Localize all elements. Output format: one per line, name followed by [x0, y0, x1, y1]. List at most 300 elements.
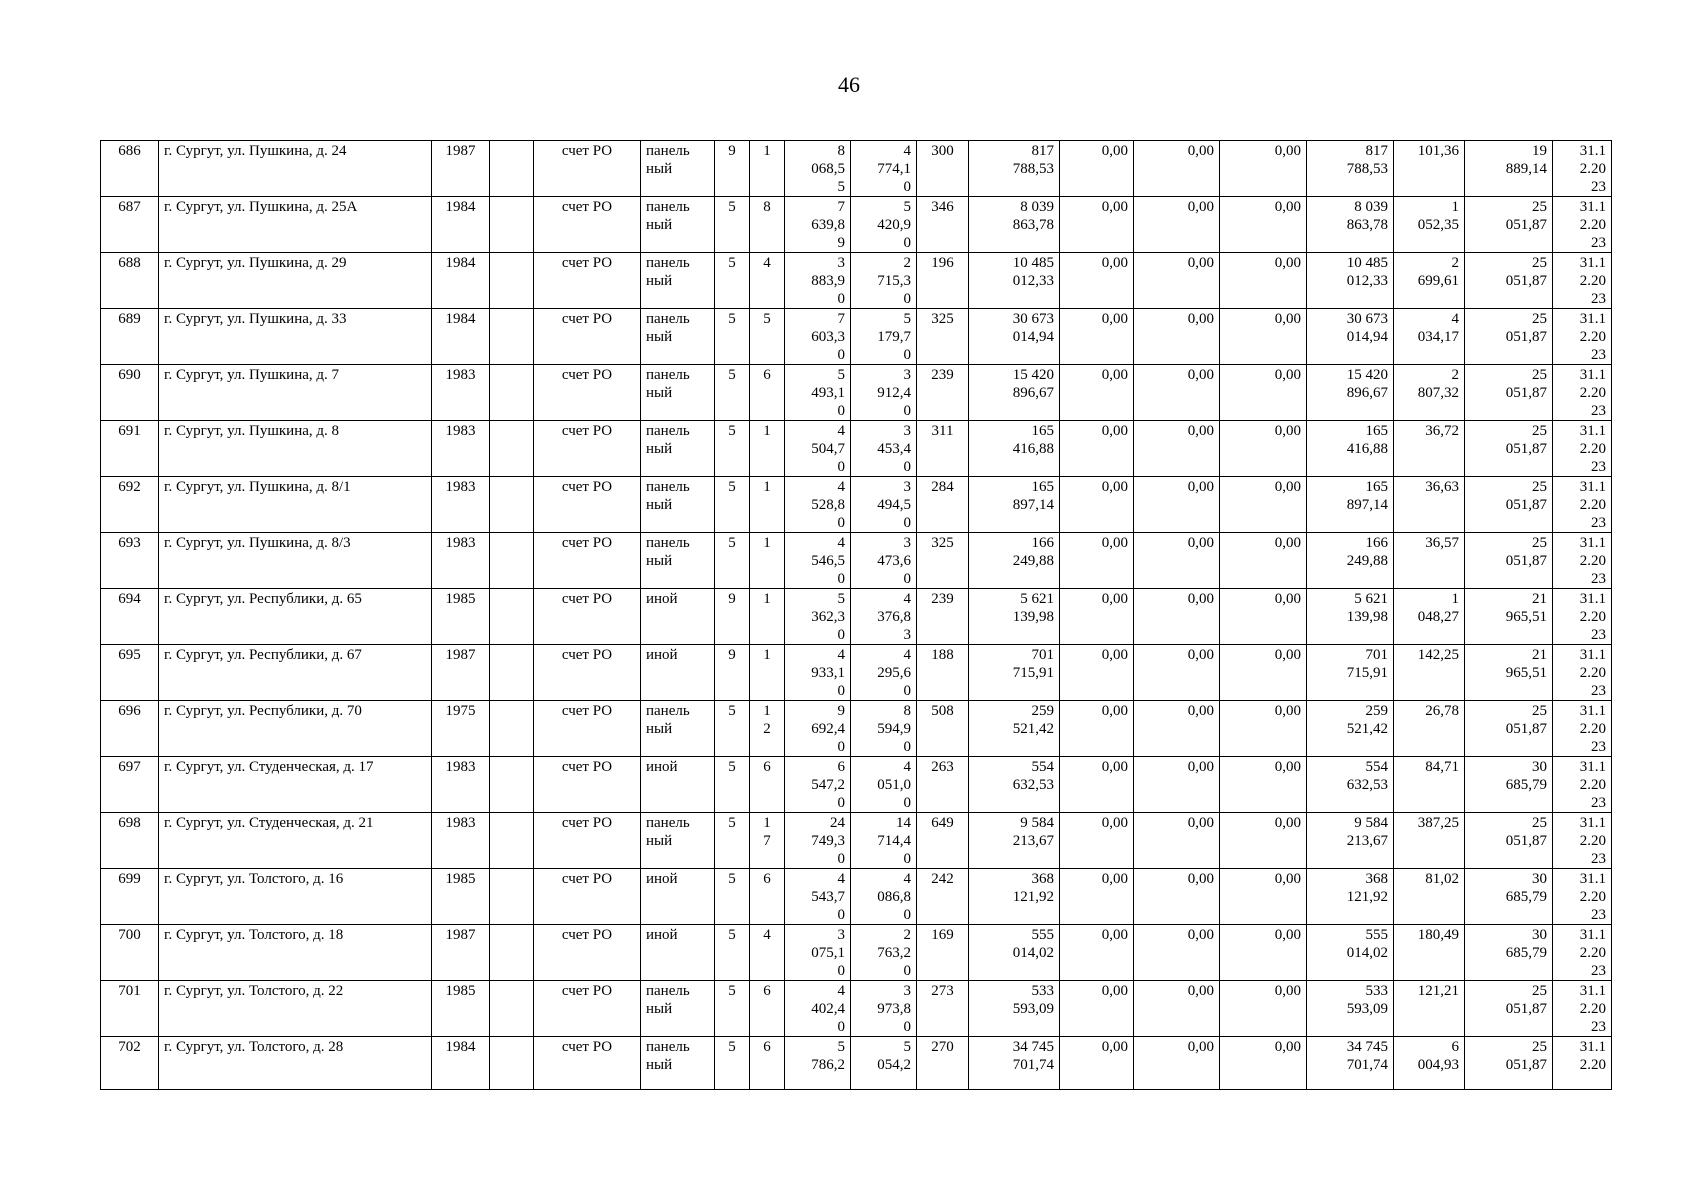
- municipal-funds-cell: 0,00: [1220, 701, 1307, 757]
- owner-funds-cell: 554 632,53: [1307, 757, 1394, 813]
- fund-method-cell: счет РО: [534, 925, 641, 981]
- entrances-cell: 1: [750, 645, 785, 701]
- row-number-cell: 702: [101, 1037, 159, 1090]
- entrances-cell: 1: [750, 421, 785, 477]
- row-number-cell: 700: [101, 925, 159, 981]
- table-row: [101, 477, 1612, 533]
- row-number-cell: 690: [101, 365, 159, 421]
- federal-funds-cell: 0,00: [1060, 757, 1134, 813]
- owner-funds-cell: 259 521,42: [1307, 701, 1394, 757]
- wall-material-cell: панель ный: [641, 533, 715, 589]
- unit-cost-cell: 84,71: [1394, 757, 1465, 813]
- total-cost-cell: 368 121,92: [969, 869, 1060, 925]
- table-row: [101, 253, 1612, 309]
- floors-cell: 5: [715, 421, 750, 477]
- row-number-cell: 688: [101, 253, 159, 309]
- federal-funds-cell: 0,00: [1060, 533, 1134, 589]
- regional-funds-cell: 0,00: [1134, 309, 1220, 365]
- table-row: [101, 813, 1612, 869]
- max-unit-cost-cell: 25 051,87: [1465, 813, 1553, 869]
- residents-cell: 188: [917, 645, 969, 701]
- federal-funds-cell: 0,00: [1060, 141, 1134, 197]
- municipal-funds-cell: 0,00: [1220, 197, 1307, 253]
- entrances-cell: 6: [750, 365, 785, 421]
- entrances-cell: 1: [750, 477, 785, 533]
- unit-cost-cell: 81,02: [1394, 869, 1465, 925]
- year-cell: 1983: [432, 421, 490, 477]
- regional-funds-cell: 0,00: [1134, 589, 1220, 645]
- living-area-cell: 14 714,4 0: [851, 813, 917, 869]
- total-cost-cell: 9 584 213,67: [969, 813, 1060, 869]
- floors-cell: 5: [715, 253, 750, 309]
- max-unit-cost-cell: 25 051,87: [1465, 533, 1553, 589]
- owner-funds-cell: 533 593,09: [1307, 981, 1394, 1037]
- floors-cell: 5: [715, 365, 750, 421]
- total-area-cell: 3 883,9 0: [785, 253, 851, 309]
- federal-funds-cell: 0,00: [1060, 309, 1134, 365]
- row-number-cell: 691: [101, 421, 159, 477]
- living-area-cell: 5 420,9 0: [851, 197, 917, 253]
- address-cell: г. Сургут, ул. Пушкина, д. 25А: [159, 197, 432, 253]
- empty-cell: [490, 589, 534, 645]
- year-cell: 1985: [432, 869, 490, 925]
- total-cost-cell: 555 014,02: [969, 925, 1060, 981]
- wall-material-cell: иной: [641, 589, 715, 645]
- wall-material-cell: иной: [641, 757, 715, 813]
- floors-cell: 5: [715, 1037, 750, 1090]
- living-area-cell: 5 179,7 0: [851, 309, 917, 365]
- total-cost-cell: 165 416,88: [969, 421, 1060, 477]
- max-unit-cost-cell: 30 685,79: [1465, 757, 1553, 813]
- wall-material-cell: панель ный: [641, 813, 715, 869]
- municipal-funds-cell: 0,00: [1220, 645, 1307, 701]
- living-area-cell: 8 594,9 0: [851, 701, 917, 757]
- municipal-funds-cell: 0,00: [1220, 981, 1307, 1037]
- floors-cell: 5: [715, 309, 750, 365]
- living-area-cell: 3 912,4 0: [851, 365, 917, 421]
- wall-material-cell: панель ный: [641, 309, 715, 365]
- residents-cell: 270: [917, 1037, 969, 1090]
- year-cell: 1984: [432, 197, 490, 253]
- max-unit-cost-cell: 25 051,87: [1465, 253, 1553, 309]
- total-area-cell: 4 528,8 0: [785, 477, 851, 533]
- total-area-cell: 5 493,1 0: [785, 365, 851, 421]
- floors-cell: 5: [715, 701, 750, 757]
- living-area-cell: 2 715,3 0: [851, 253, 917, 309]
- living-area-cell: 3 494,5 0: [851, 477, 917, 533]
- year-cell: 1983: [432, 477, 490, 533]
- regional-funds-cell: 0,00: [1134, 757, 1220, 813]
- total-area-cell: 9 692,4 0: [785, 701, 851, 757]
- entrances-cell: 5: [750, 309, 785, 365]
- living-area-cell: 3 453,4 0: [851, 421, 917, 477]
- federal-funds-cell: 0,00: [1060, 813, 1134, 869]
- row-number-cell: 701: [101, 981, 159, 1037]
- total-area-cell: 7 603,3 0: [785, 309, 851, 365]
- entrances-cell: 6: [750, 981, 785, 1037]
- residents-cell: 311: [917, 421, 969, 477]
- year-cell: 1983: [432, 757, 490, 813]
- owner-funds-cell: 817 788,53: [1307, 141, 1394, 197]
- empty-cell: [490, 253, 534, 309]
- owner-funds-cell: 701 715,91: [1307, 645, 1394, 701]
- unit-cost-cell: 2 807,32: [1394, 365, 1465, 421]
- table-row: [101, 421, 1612, 477]
- address-cell: г. Сургут, ул. Республики, д. 70: [159, 701, 432, 757]
- living-area-cell: 4 774,1 0: [851, 141, 917, 197]
- wall-material-cell: иной: [641, 869, 715, 925]
- fund-method-cell: счет РО: [534, 1037, 641, 1090]
- owner-funds-cell: 166 249,88: [1307, 533, 1394, 589]
- planned-date-cell: 31.1 2.20 23: [1553, 309, 1612, 365]
- fund-method-cell: счет РО: [534, 421, 641, 477]
- wall-material-cell: панель ный: [641, 981, 715, 1037]
- address-cell: г. Сургут, ул. Толстого, д. 22: [159, 981, 432, 1037]
- municipal-funds-cell: 0,00: [1220, 365, 1307, 421]
- federal-funds-cell: 0,00: [1060, 197, 1134, 253]
- living-area-cell: 3 473,6 0: [851, 533, 917, 589]
- fund-method-cell: счет РО: [534, 757, 641, 813]
- floors-cell: 5: [715, 757, 750, 813]
- max-unit-cost-cell: 30 685,79: [1465, 869, 1553, 925]
- address-cell: г. Сургут, ул. Пушкина, д. 8: [159, 421, 432, 477]
- table-row: [101, 1037, 1612, 1090]
- total-cost-cell: 34 745 701,74: [969, 1037, 1060, 1090]
- residents-cell: 169: [917, 925, 969, 981]
- planned-date-cell: 31.1 2.20 23: [1553, 757, 1612, 813]
- year-cell: 1987: [432, 141, 490, 197]
- owner-funds-cell: 30 673 014,94: [1307, 309, 1394, 365]
- residents-cell: 196: [917, 253, 969, 309]
- planned-date-cell: 31.1 2.20 23: [1553, 813, 1612, 869]
- municipal-funds-cell: 0,00: [1220, 925, 1307, 981]
- row-number-cell: 698: [101, 813, 159, 869]
- residents-cell: 239: [917, 365, 969, 421]
- total-area-cell: 4 543,7 0: [785, 869, 851, 925]
- empty-cell: [490, 141, 534, 197]
- row-number-cell: 693: [101, 533, 159, 589]
- fund-method-cell: счет РО: [534, 477, 641, 533]
- wall-material-cell: панель ный: [641, 421, 715, 477]
- max-unit-cost-cell: 25 051,87: [1465, 365, 1553, 421]
- row-number-cell: 694: [101, 589, 159, 645]
- housing-registry-table: [100, 140, 1612, 1090]
- living-area-cell: 3 973,8 0: [851, 981, 917, 1037]
- fund-method-cell: счет РО: [534, 701, 641, 757]
- total-cost-cell: 533 593,09: [969, 981, 1060, 1037]
- municipal-funds-cell: 0,00: [1220, 421, 1307, 477]
- fund-method-cell: счет РО: [534, 253, 641, 309]
- unit-cost-cell: 180,49: [1394, 925, 1465, 981]
- max-unit-cost-cell: 25 051,87: [1465, 701, 1553, 757]
- total-area-cell: 4 504,7 0: [785, 421, 851, 477]
- regional-funds-cell: 0,00: [1134, 197, 1220, 253]
- entrances-cell: 6: [750, 869, 785, 925]
- row-number-cell: 699: [101, 869, 159, 925]
- total-cost-cell: 8 039 863,78: [969, 197, 1060, 253]
- year-cell: 1987: [432, 925, 490, 981]
- regional-funds-cell: 0,00: [1134, 141, 1220, 197]
- owner-funds-cell: 8 039 863,78: [1307, 197, 1394, 253]
- address-cell: г. Сургут, ул. Пушкина, д. 33: [159, 309, 432, 365]
- regional-funds-cell: 0,00: [1134, 1037, 1220, 1090]
- empty-cell: [490, 925, 534, 981]
- empty-cell: [490, 757, 534, 813]
- unit-cost-cell: 1 052,35: [1394, 197, 1465, 253]
- planned-date-cell: 31.1 2.20 23: [1553, 197, 1612, 253]
- regional-funds-cell: 0,00: [1134, 701, 1220, 757]
- municipal-funds-cell: 0,00: [1220, 1037, 1307, 1090]
- empty-cell: [490, 981, 534, 1037]
- max-unit-cost-cell: 25 051,87: [1465, 981, 1553, 1037]
- empty-cell: [490, 477, 534, 533]
- planned-date-cell: 31.1 2.20 23: [1553, 645, 1612, 701]
- floors-cell: 5: [715, 477, 750, 533]
- unit-cost-cell: 36,57: [1394, 533, 1465, 589]
- residents-cell: 346: [917, 197, 969, 253]
- total-area-cell: 4 546,5 0: [785, 533, 851, 589]
- wall-material-cell: панель ный: [641, 253, 715, 309]
- regional-funds-cell: 0,00: [1134, 253, 1220, 309]
- municipal-funds-cell: 0,00: [1220, 253, 1307, 309]
- fund-method-cell: счет РО: [534, 589, 641, 645]
- fund-method-cell: счет РО: [534, 981, 641, 1037]
- planned-date-cell: 31.1 2.20: [1553, 1037, 1612, 1090]
- planned-date-cell: 31.1 2.20 23: [1553, 533, 1612, 589]
- residents-cell: 325: [917, 309, 969, 365]
- total-cost-cell: 554 632,53: [969, 757, 1060, 813]
- owner-funds-cell: 165 416,88: [1307, 421, 1394, 477]
- row-number-cell: 696: [101, 701, 159, 757]
- planned-date-cell: 31.1 2.20 23: [1553, 477, 1612, 533]
- total-area-cell: 5 362,3 0: [785, 589, 851, 645]
- table-row: [101, 645, 1612, 701]
- table-row: [101, 141, 1612, 197]
- municipal-funds-cell: 0,00: [1220, 477, 1307, 533]
- empty-cell: [490, 701, 534, 757]
- max-unit-cost-cell: 25 051,87: [1465, 309, 1553, 365]
- planned-date-cell: 31.1 2.20 23: [1553, 925, 1612, 981]
- table-row: [101, 533, 1612, 589]
- planned-date-cell: 31.1 2.20 23: [1553, 365, 1612, 421]
- floors-cell: 9: [715, 645, 750, 701]
- entrances-cell: 1 2: [750, 701, 785, 757]
- total-cost-cell: 166 249,88: [969, 533, 1060, 589]
- entrances-cell: 4: [750, 253, 785, 309]
- owner-funds-cell: 15 420 896,67: [1307, 365, 1394, 421]
- regional-funds-cell: 0,00: [1134, 981, 1220, 1037]
- wall-material-cell: панель ный: [641, 1037, 715, 1090]
- entrances-cell: 1: [750, 141, 785, 197]
- planned-date-cell: 31.1 2.20 23: [1553, 421, 1612, 477]
- living-area-cell: 5 054,2: [851, 1037, 917, 1090]
- floors-cell: 5: [715, 869, 750, 925]
- address-cell: г. Сургут, ул. Студенческая, д. 21: [159, 813, 432, 869]
- max-unit-cost-cell: 25 051,87: [1465, 1037, 1553, 1090]
- residents-cell: 273: [917, 981, 969, 1037]
- residents-cell: 325: [917, 533, 969, 589]
- planned-date-cell: 31.1 2.20 23: [1553, 141, 1612, 197]
- page-number: 46: [838, 72, 860, 97]
- wall-material-cell: панель ный: [641, 365, 715, 421]
- empty-cell: [490, 365, 534, 421]
- unit-cost-cell: 36,72: [1394, 421, 1465, 477]
- max-unit-cost-cell: 21 965,51: [1465, 645, 1553, 701]
- total-cost-cell: 30 673 014,94: [969, 309, 1060, 365]
- address-cell: г. Сургут, ул. Республики, д. 67: [159, 645, 432, 701]
- total-cost-cell: 15 420 896,67: [969, 365, 1060, 421]
- unit-cost-cell: 2 699,61: [1394, 253, 1465, 309]
- total-cost-cell: 817 788,53: [969, 141, 1060, 197]
- municipal-funds-cell: 0,00: [1220, 589, 1307, 645]
- empty-cell: [490, 645, 534, 701]
- empty-cell: [490, 1037, 534, 1090]
- max-unit-cost-cell: 21 965,51: [1465, 589, 1553, 645]
- wall-material-cell: панель ный: [641, 141, 715, 197]
- address-cell: г. Сургут, ул. Толстого, д. 16: [159, 869, 432, 925]
- table-row: [101, 981, 1612, 1037]
- entrances-cell: 6: [750, 757, 785, 813]
- unit-cost-cell: 101,36: [1394, 141, 1465, 197]
- owner-funds-cell: 555 014,02: [1307, 925, 1394, 981]
- federal-funds-cell: 0,00: [1060, 1037, 1134, 1090]
- floors-cell: 5: [715, 925, 750, 981]
- year-cell: 1985: [432, 589, 490, 645]
- row-number-cell: 687: [101, 197, 159, 253]
- municipal-funds-cell: 0,00: [1220, 141, 1307, 197]
- total-area-cell: 5 786,2: [785, 1037, 851, 1090]
- total-area-cell: 8 068,5 5: [785, 141, 851, 197]
- federal-funds-cell: 0,00: [1060, 365, 1134, 421]
- floors-cell: 5: [715, 981, 750, 1037]
- living-area-cell: 4 051,0 0: [851, 757, 917, 813]
- year-cell: 1984: [432, 309, 490, 365]
- table-row: [101, 309, 1612, 365]
- regional-funds-cell: 0,00: [1134, 533, 1220, 589]
- total-area-cell: 6 547,2 0: [785, 757, 851, 813]
- residents-cell: 242: [917, 869, 969, 925]
- federal-funds-cell: 0,00: [1060, 589, 1134, 645]
- living-area-cell: 4 086,8 0: [851, 869, 917, 925]
- floors-cell: 9: [715, 589, 750, 645]
- row-number-cell: 686: [101, 141, 159, 197]
- table-row: [101, 869, 1612, 925]
- wall-material-cell: панель ный: [641, 197, 715, 253]
- table-row: [101, 365, 1612, 421]
- regional-funds-cell: 0,00: [1134, 813, 1220, 869]
- unit-cost-cell: 26,78: [1394, 701, 1465, 757]
- entrances-cell: 1: [750, 533, 785, 589]
- federal-funds-cell: 0,00: [1060, 477, 1134, 533]
- entrances-cell: 4: [750, 925, 785, 981]
- wall-material-cell: панель ный: [641, 477, 715, 533]
- empty-cell: [490, 813, 534, 869]
- entrances-cell: 1: [750, 589, 785, 645]
- floors-cell: 5: [715, 197, 750, 253]
- address-cell: г. Сургут, ул. Пушкина, д. 7: [159, 365, 432, 421]
- floors-cell: 5: [715, 813, 750, 869]
- address-cell: г. Сургут, ул. Республики, д. 65: [159, 589, 432, 645]
- year-cell: 1983: [432, 365, 490, 421]
- address-cell: г. Сургут, ул. Пушкина, д. 24: [159, 141, 432, 197]
- residents-cell: 263: [917, 757, 969, 813]
- federal-funds-cell: 0,00: [1060, 701, 1134, 757]
- max-unit-cost-cell: 30 685,79: [1465, 925, 1553, 981]
- total-cost-cell: 165 897,14: [969, 477, 1060, 533]
- max-unit-cost-cell: 25 051,87: [1465, 421, 1553, 477]
- owner-funds-cell: 34 745 701,74: [1307, 1037, 1394, 1090]
- owner-funds-cell: 368 121,92: [1307, 869, 1394, 925]
- address-cell: г. Сургут, ул. Студенческая, д. 17: [159, 757, 432, 813]
- living-area-cell: 4 295,6 0: [851, 645, 917, 701]
- fund-method-cell: счет РО: [534, 645, 641, 701]
- planned-date-cell: 31.1 2.20 23: [1553, 981, 1612, 1037]
- regional-funds-cell: 0,00: [1134, 477, 1220, 533]
- table-row: [101, 701, 1612, 757]
- regional-funds-cell: 0,00: [1134, 869, 1220, 925]
- table-row: [101, 589, 1612, 645]
- owner-funds-cell: 9 584 213,67: [1307, 813, 1394, 869]
- year-cell: 1984: [432, 1037, 490, 1090]
- address-cell: г. Сургут, ул. Пушкина, д. 8/3: [159, 533, 432, 589]
- owner-funds-cell: 5 621 139,98: [1307, 589, 1394, 645]
- residents-cell: 284: [917, 477, 969, 533]
- municipal-funds-cell: 0,00: [1220, 869, 1307, 925]
- regional-funds-cell: 0,00: [1134, 421, 1220, 477]
- table-row: [101, 925, 1612, 981]
- address-cell: г. Сургут, ул. Толстого, д. 18: [159, 925, 432, 981]
- year-cell: 1983: [432, 813, 490, 869]
- year-cell: 1984: [432, 253, 490, 309]
- total-area-cell: 3 075,1 0: [785, 925, 851, 981]
- total-cost-cell: 5 621 139,98: [969, 589, 1060, 645]
- address-cell: г. Сургут, ул. Пушкина, д. 8/1: [159, 477, 432, 533]
- federal-funds-cell: 0,00: [1060, 253, 1134, 309]
- empty-cell: [490, 421, 534, 477]
- fund-method-cell: счет РО: [534, 141, 641, 197]
- total-area-cell: 24 749,3 0: [785, 813, 851, 869]
- unit-cost-cell: 121,21: [1394, 981, 1465, 1037]
- row-number-cell: 692: [101, 477, 159, 533]
- entrances-cell: 8: [750, 197, 785, 253]
- wall-material-cell: панель ный: [641, 701, 715, 757]
- regional-funds-cell: 0,00: [1134, 365, 1220, 421]
- address-cell: г. Сургут, ул. Пушкина, д. 29: [159, 253, 432, 309]
- table-row: [101, 197, 1612, 253]
- total-cost-cell: 10 485 012,33: [969, 253, 1060, 309]
- planned-date-cell: 31.1 2.20 23: [1553, 589, 1612, 645]
- federal-funds-cell: 0,00: [1060, 869, 1134, 925]
- fund-method-cell: счет РО: [534, 197, 641, 253]
- unit-cost-cell: 6 004,93: [1394, 1037, 1465, 1090]
- federal-funds-cell: 0,00: [1060, 421, 1134, 477]
- row-number-cell: 689: [101, 309, 159, 365]
- fund-method-cell: счет РО: [534, 309, 641, 365]
- living-area-cell: 2 763,2 0: [851, 925, 917, 981]
- federal-funds-cell: 0,00: [1060, 981, 1134, 1037]
- residents-cell: 649: [917, 813, 969, 869]
- planned-date-cell: 31.1 2.20 23: [1553, 869, 1612, 925]
- fund-method-cell: счет РО: [534, 813, 641, 869]
- entrances-cell: 1 7: [750, 813, 785, 869]
- row-number-cell: 695: [101, 645, 159, 701]
- fund-method-cell: счет РО: [534, 365, 641, 421]
- unit-cost-cell: 4 034,17: [1394, 309, 1465, 365]
- empty-cell: [490, 197, 534, 253]
- wall-material-cell: иной: [641, 925, 715, 981]
- empty-cell: [490, 309, 534, 365]
- regional-funds-cell: 0,00: [1134, 925, 1220, 981]
